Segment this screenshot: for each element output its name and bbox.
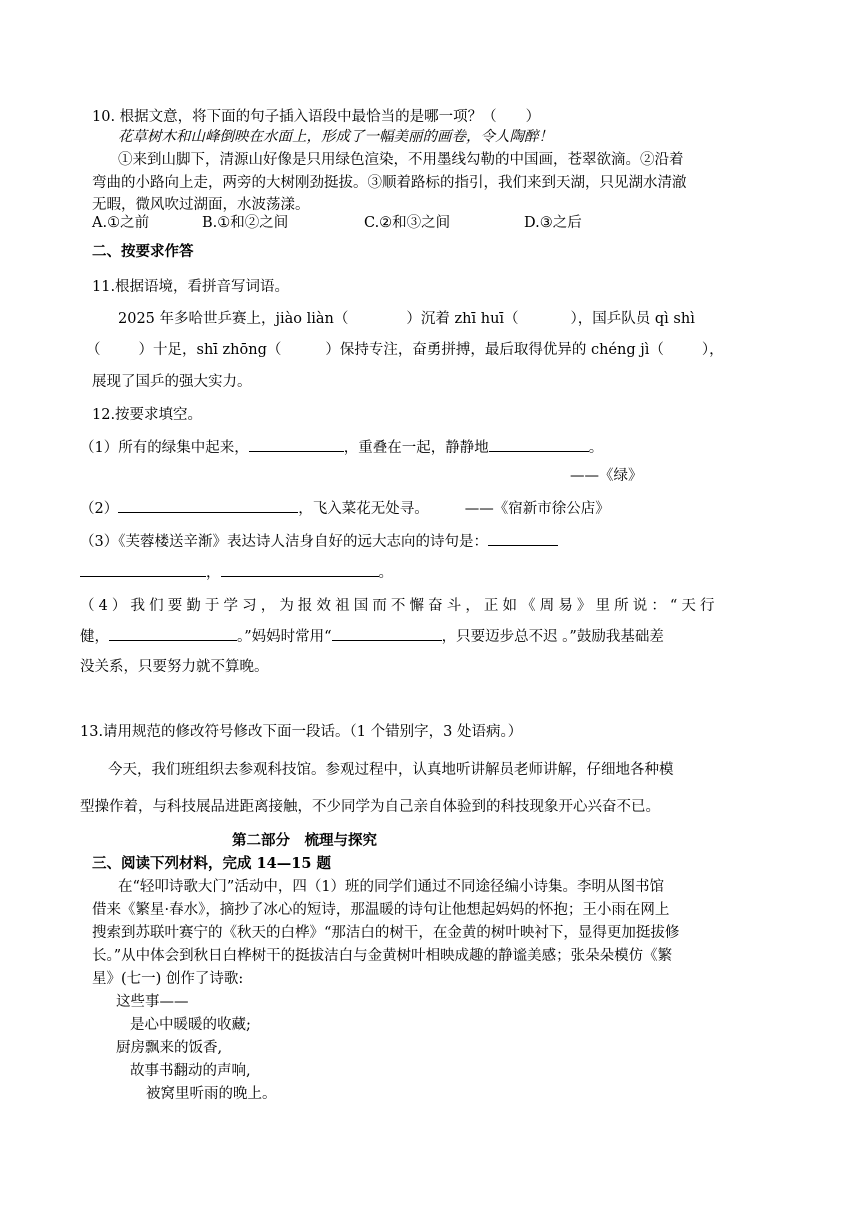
answer-blank[interactable] <box>249 437 344 452</box>
q10-option-b: B.①和②之间 <box>202 215 289 231</box>
q11-text: ）， <box>701 342 724 358</box>
q12-text: ，只要迈步总不迟 。”鼓励我基础差 <box>441 629 664 645</box>
q12-text: （3）《芙蓉楼送辛渐》表达诗人洁身自好的远大志向的诗句是： <box>80 534 488 550</box>
q13-paragraph-line-2: 型操作着，与科技展品进距离接触，不少同学为自己亲自体验到的科技现象开心兴奋不已。 <box>80 799 660 815</box>
q12-text: 。”妈妈时常用“ <box>237 629 332 645</box>
q12-text: （1）所有的绿集中起来， <box>80 440 249 456</box>
answer-blank[interactable] <box>109 626 237 641</box>
poem-line: 厨房飘来的饭香, <box>116 1040 223 1056</box>
section-3-title: 三、阅读下列材料，完成 14—15 题 <box>92 855 331 872</box>
q10-question: 10. 根据文意，将下面的句子插入语段中最恰当的是哪一项？（ ） <box>92 109 541 125</box>
q11-question: 11.根据语境，看拼音写词语。 <box>92 279 290 295</box>
material-line-2: 借来《繁星·春水》，摘抄了冰心的短诗，那温暖的诗句让他想起妈妈的怀抱；王小雨在网上 <box>92 902 670 918</box>
q12-item-4-line-3: 没关系，只要努力就不算晚。 <box>80 659 269 675</box>
q12-text: ， <box>206 565 221 581</box>
q13-paragraph-line-1: 今天，我们班组织去参观科技馆。参观过程中，认真地听讲解员老师讲解，仔细地各种模 <box>108 762 674 778</box>
q11-text: ）十足，shī zhōng（ <box>138 342 282 358</box>
answer-blank[interactable] <box>489 437 589 452</box>
q10-option-d: D.③之后 <box>524 215 582 231</box>
q12-text: （2） <box>80 501 119 517</box>
q12-source-1: ——《绿》 <box>570 468 643 484</box>
answer-blank[interactable] <box>332 626 442 641</box>
q12-item-3-line-1 <box>80 531 558 552</box>
q12-text: 健， <box>80 629 109 645</box>
material-line-5: 星》(七一) 创作了诗歌: <box>92 971 244 987</box>
q12-item-3-line-2 <box>80 562 393 583</box>
poem-line: 是心中暖暖的收藏; <box>130 1017 251 1033</box>
q12-question: 12.按要求填空。 <box>92 407 203 423</box>
section-2-title: 二、按要求作答 <box>92 243 194 260</box>
q12-item-2 <box>80 498 610 519</box>
answer-blank[interactable] <box>80 562 206 577</box>
q12-text: 。 <box>378 565 393 581</box>
q12-text: ，重叠在一起，静静地 <box>343 440 489 456</box>
q11-line-2 <box>86 340 724 360</box>
q12-item-1 <box>80 437 603 458</box>
material-line-1: 在“轻叩诗歌大门”活动中，四（1）班的同学们通过不同途径编小诗集。李明从图书馆 <box>118 879 665 895</box>
part-2-title: 第二部分 梳理与探究 <box>232 832 377 849</box>
q11-line-1 <box>118 309 695 329</box>
answer-blank[interactable] <box>118 498 298 513</box>
q11-line-3: 展现了国乒的强大实力。 <box>92 374 252 390</box>
q12-source-2: ——《宿新市徐公店》 <box>464 501 610 517</box>
answer-blank[interactable] <box>488 531 558 546</box>
answer-blank[interactable] <box>221 562 379 577</box>
material-line-4: 长。”从中体会到秋日白桦树干的挺拔洁白与金黄树叶相映成趣的静谧美感；张朵朵模仿《繁 <box>92 948 673 964</box>
q12-item-4-line-2 <box>80 626 664 647</box>
q10-passage-line-3: 无暇，微风吹过湖面，水波荡漾。 <box>92 197 310 213</box>
q11-text: ），国乒队员 qì shì <box>570 311 695 327</box>
q10-sentence: 花草树木和山峰倒映在水面上，形成了一幅美丽的画卷，令人陶醉！ <box>118 129 553 145</box>
q11-text: ）保持专注，奋勇拼搏，最后取得优异的 chéng jì（ <box>325 342 664 358</box>
q11-text: ）沉着 zhī huī（ <box>406 311 519 327</box>
q11-text: （ <box>86 342 101 358</box>
q12-text: ，飞入菜花无处寻。 <box>298 501 429 517</box>
q11-text: 2025 年多哈世乒赛上，jiào liàn（ <box>118 311 349 327</box>
q10-passage-line-1: ①来到山脚下，清源山好像是只用绿色渲染，不用墨线勾勒的中国画，苍翠欲滴。②沿着 <box>118 152 684 168</box>
material-line-3: 搜索到苏联叶赛宁的《秋天的白桦》“那洁白的树干，在金黄的树叶映衬下，显得更加挺拔修 <box>92 925 680 941</box>
q10-option-a: A.①之前 <box>92 215 150 231</box>
q10-passage-line-2: 弯曲的小路向上走，两旁的大树刚劲挺拔。③顺着路标的指引，我们来到天湖，只见湖水清澈 <box>92 175 687 191</box>
q12-text: 。 <box>588 440 604 456</box>
poem-line: 故事书翻动的声响, <box>130 1063 251 1079</box>
q13-question: 13.请用规范的修改符号修改下面一段话。（1 个错别字，3 处语病。） <box>80 724 523 740</box>
poem-line: 这些事—— <box>116 994 189 1010</box>
q12-item-4-line-1: （4）我们要勤于学习，为报效祖国而不懈奋斗，正如《周易》里所说：“天行 <box>80 598 719 614</box>
poem-line: 被窝里听雨的晚上。 <box>146 1086 277 1102</box>
q10-option-c: C.②和③之间 <box>364 215 451 231</box>
